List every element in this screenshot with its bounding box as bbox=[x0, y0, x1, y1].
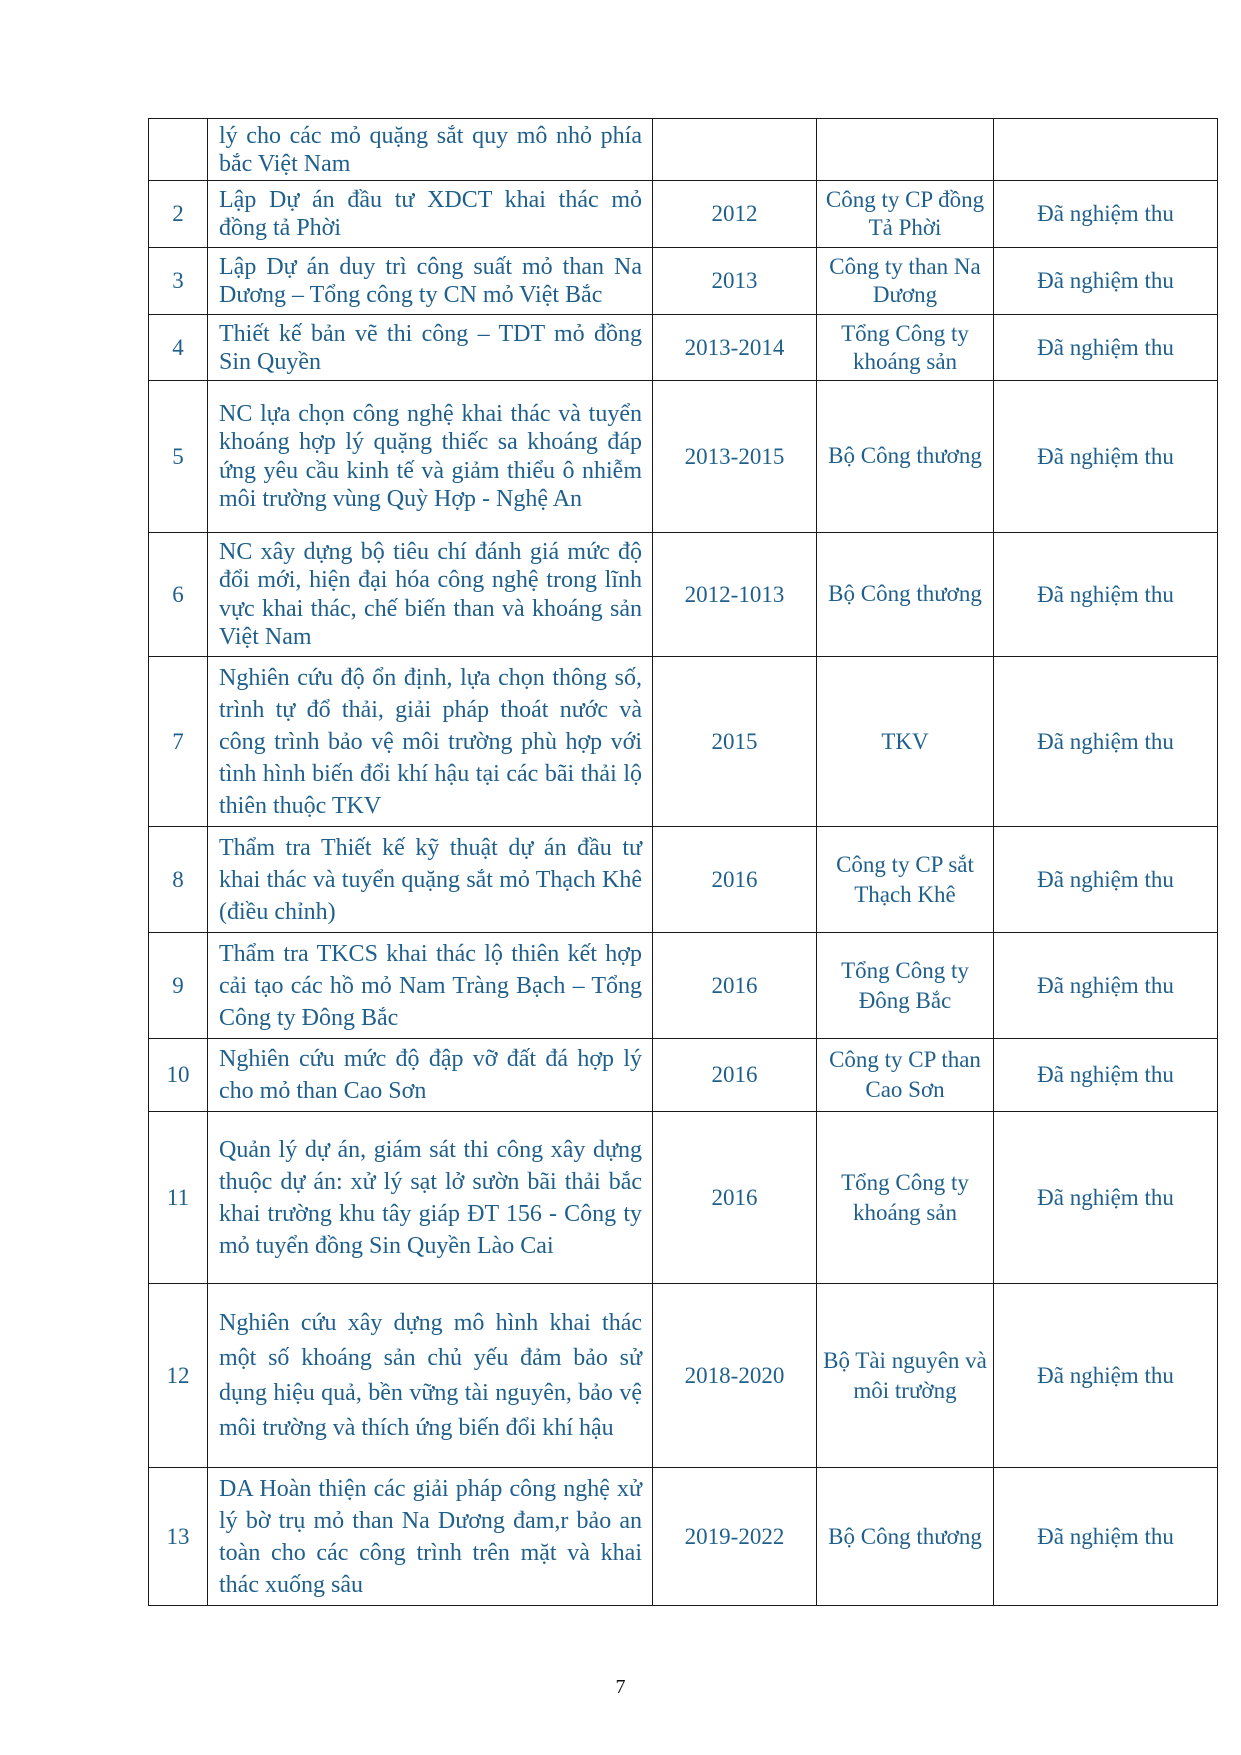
row-number: 11 bbox=[149, 1112, 208, 1284]
project-status: Đã nghiệm thu bbox=[994, 1284, 1218, 1468]
table-row bbox=[149, 657, 1218, 827]
project-organization: TKV bbox=[817, 657, 994, 827]
table-row bbox=[149, 315, 1218, 381]
project-organization: Công ty CP than Cao Sơn bbox=[817, 1039, 994, 1112]
project-name: NC xây dựng bộ tiêu chí đánh giá mức độ đổi mới, hiện đại hóa công nghệ trong lĩnh vực khai thác, chế biến than và khoáng sản Việt Nam bbox=[208, 533, 653, 657]
project-name: Nghiên cứu mức độ đập vỡ đất đá hợp lý cho mỏ than Cao Sơn bbox=[208, 1039, 653, 1112]
row-number: 8 bbox=[149, 827, 208, 933]
project-status: Đã nghiệm thu bbox=[994, 533, 1218, 657]
project-year: 2013-2014 bbox=[653, 315, 817, 381]
row-number bbox=[149, 119, 208, 181]
project-name: DA Hoàn thiện các giải pháp công nghệ xử lý bờ trụ mỏ than Na Dương đam,r bảo an toàn cho các công trình trên mặt và khai thác xuống sâu bbox=[208, 1468, 653, 1606]
project-organization: Bộ Công thương bbox=[817, 381, 994, 533]
project-name: Lập Dự án duy trì công suất mỏ than Na Dương – Tổng công ty CN mỏ Việt Bắc bbox=[208, 248, 653, 315]
row-number: 2 bbox=[149, 181, 208, 248]
project-year: 2016 bbox=[653, 1112, 817, 1284]
project-year: 2016 bbox=[653, 933, 817, 1039]
row-number: 9 bbox=[149, 933, 208, 1039]
row-number: 13 bbox=[149, 1468, 208, 1606]
project-year: 2013 bbox=[653, 248, 817, 315]
project-year: 2012 bbox=[653, 181, 817, 248]
project-organization: Công ty CP sắt Thạch Khê bbox=[817, 827, 994, 933]
project-organization: Công ty CP đồng Tả Phời bbox=[817, 181, 994, 248]
project-organization: Bộ Công thương bbox=[817, 533, 994, 657]
project-status: Đã nghiệm thu bbox=[994, 1039, 1218, 1112]
project-year: 2012-1013 bbox=[653, 533, 817, 657]
projects-table bbox=[148, 118, 1218, 1606]
project-status: Đã nghiệm thu bbox=[994, 248, 1218, 315]
row-number: 6 bbox=[149, 533, 208, 657]
table-row bbox=[149, 1112, 1218, 1284]
project-organization: Bộ Tài nguyên và môi trường bbox=[817, 1284, 994, 1468]
project-status bbox=[994, 119, 1218, 181]
table-row bbox=[149, 248, 1218, 315]
project-organization: Tổng Công ty khoáng sản bbox=[817, 315, 994, 381]
table-row bbox=[149, 119, 1218, 181]
table-row bbox=[149, 381, 1218, 533]
project-year bbox=[653, 119, 817, 181]
table-row bbox=[149, 933, 1218, 1039]
project-name: Thẩm tra TKCS khai thác lộ thiên kết hợp cải tạo các hồ mỏ Nam Tràng Bạch – Tổng Công ty Đông Bắc bbox=[208, 933, 653, 1039]
row-number: 7 bbox=[149, 657, 208, 827]
project-status: Đã nghiệm thu bbox=[994, 181, 1218, 248]
project-status: Đã nghiệm thu bbox=[994, 381, 1218, 533]
project-year: 2016 bbox=[653, 827, 817, 933]
table-row bbox=[149, 181, 1218, 248]
table-row bbox=[149, 1039, 1218, 1112]
table-row bbox=[149, 1468, 1218, 1606]
project-organization: Bộ Công thương bbox=[817, 1468, 994, 1606]
project-name: Nghiên cứu xây dựng mô hình khai thác một số khoáng sản chủ yếu đảm bảo sử dụng hiệu quả, bền vững tài nguyên, bảo vệ môi trường và thích ứng biến đổi khí hậu bbox=[208, 1284, 653, 1468]
project-organization bbox=[817, 119, 994, 181]
page-number: 7 bbox=[615, 1676, 626, 1698]
project-organization: Tổng Công ty Đông Bắc bbox=[817, 933, 994, 1039]
project-year: 2015 bbox=[653, 657, 817, 827]
projects-table-body bbox=[149, 119, 1218, 1606]
row-number: 5 bbox=[149, 381, 208, 533]
project-year: 2016 bbox=[653, 1039, 817, 1112]
project-name: lý cho các mỏ quặng sắt quy mô nhỏ phía bắc Việt Nam bbox=[208, 119, 653, 181]
row-number: 10 bbox=[149, 1039, 208, 1112]
row-number: 12 bbox=[149, 1284, 208, 1468]
project-year: 2019-2022 bbox=[653, 1468, 817, 1606]
project-name: Thiết kế bản vẽ thi công – TDT mỏ đồng Sin Quyền bbox=[208, 315, 653, 381]
project-status: Đã nghiệm thu bbox=[994, 1112, 1218, 1284]
table-row bbox=[149, 533, 1218, 657]
row-number: 3 bbox=[149, 248, 208, 315]
project-status: Đã nghiệm thu bbox=[994, 315, 1218, 381]
project-status: Đã nghiệm thu bbox=[994, 657, 1218, 827]
project-status: Đã nghiệm thu bbox=[994, 1468, 1218, 1606]
project-organization: Công ty than Na Dương bbox=[817, 248, 994, 315]
row-number: 4 bbox=[149, 315, 208, 381]
project-status: Đã nghiệm thu bbox=[994, 933, 1218, 1039]
project-year: 2013-2015 bbox=[653, 381, 817, 533]
project-status: Đã nghiệm thu bbox=[994, 827, 1218, 933]
table-row bbox=[149, 827, 1218, 933]
project-name: NC lựa chọn công nghệ khai thác và tuyển khoáng hợp lý quặng thiếc sa khoáng đáp ứng yêu cầu kinh tế và giảm thiểu ô nhiễm môi trường vùng Quỳ Hợp - Nghệ An bbox=[208, 381, 653, 533]
project-year: 2018-2020 bbox=[653, 1284, 817, 1468]
project-organization: Tổng Công ty khoáng sản bbox=[817, 1112, 994, 1284]
project-name: Thẩm tra Thiết kế kỹ thuật dự án đầu tư khai thác và tuyển quặng sắt mỏ Thạch Khê (điều chỉnh) bbox=[208, 827, 653, 933]
project-name: Nghiên cứu độ ổn định, lựa chọn thông số, trình tự đổ thải, giải pháp thoát nước và công trình bảo vệ môi trường phù hợp với tình hình biến đổi khí hậu tại các bãi thải lộ thiên thuộc TKV bbox=[208, 657, 653, 827]
project-name: Lập Dự án đầu tư XDCT khai thác mỏ đồng tả Phời bbox=[208, 181, 653, 248]
project-name: Quản lý dự án, giám sát thi công xây dựng thuộc dự án: xử lý sạt lở sườn bãi thải bắc khai trường khu tây giáp ĐT 156 - Công ty mỏ tuyển đồng Sin Quyền Lào Cai bbox=[208, 1112, 653, 1284]
table-row bbox=[149, 1284, 1218, 1468]
